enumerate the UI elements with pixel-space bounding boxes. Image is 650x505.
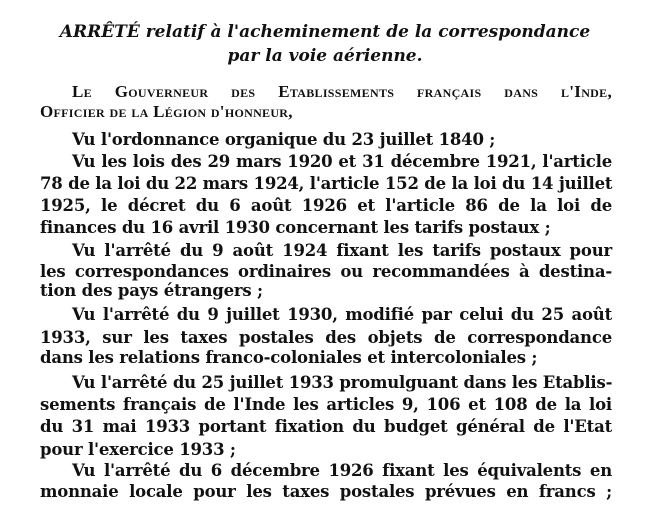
decree-title-bold: ARRÊTÉ (59, 22, 140, 42)
text-line: monnaie locale pour les taxes postales prévues en francs ; (40, 482, 612, 501)
preamble-line: Le Gouverneur des Etablissements français dans l'Inde, (72, 82, 612, 101)
decree-title-rest: relatif à l'acheminement de la correspondance (139, 22, 591, 42)
decree-title (0, 22, 650, 42)
text-line: sements français de l'Inde les articles 9, 106 et 108 de la loi (40, 395, 612, 414)
preamble-line: Officier de la Légion d'honneur, (40, 102, 293, 121)
text-line: tion des pays étrangers ; (40, 281, 263, 300)
text-line: du 31 mai 1933 portant fixation du budget général de l'Etat (40, 417, 612, 436)
text-line: Vu l'arrêté du 6 décembre 1926 fixant les équivalents en (72, 461, 612, 480)
text-line: Vu les lois des 29 mars 1920 et 31 décembre 1921, l'article (72, 152, 612, 171)
text-line: pour l'exercice 1933 ; (40, 440, 236, 459)
text-line: les correspondances ordinaires ou recommandées à destina- (40, 262, 612, 281)
text-line: finances du 16 avril 1930 concernant les tarifs postaux ; (40, 218, 551, 237)
text-line: Vu l'arrêté du 9 juillet 1930, modifié par celui du 25 août (72, 305, 612, 324)
text-line: dans les relations franco-coloniales et intercoloniales ; (40, 348, 538, 367)
text-line: 78 de la loi du 22 mars 1924, l'article 152 de la loi du 14 juillet (40, 174, 613, 193)
text-line: Vu l'ordonnance organique du 23 juillet 1840 ; (72, 130, 496, 149)
text-line: 1933, sur les taxes postales des objets de correspondance (40, 328, 612, 347)
decree-subtitle: par la voie aérienne. (227, 46, 423, 66)
text-line: Vu l'arrêté du 9 août 1924 fixant les tarifs postaux pour (72, 241, 612, 260)
text-line: Vu l'arrêté du 25 juillet 1933 promulguant dans les Etablis- (72, 373, 613, 392)
text-line: 1925, le décret du 6 août 1926 et l'article 86 de la loi de (40, 196, 612, 215)
